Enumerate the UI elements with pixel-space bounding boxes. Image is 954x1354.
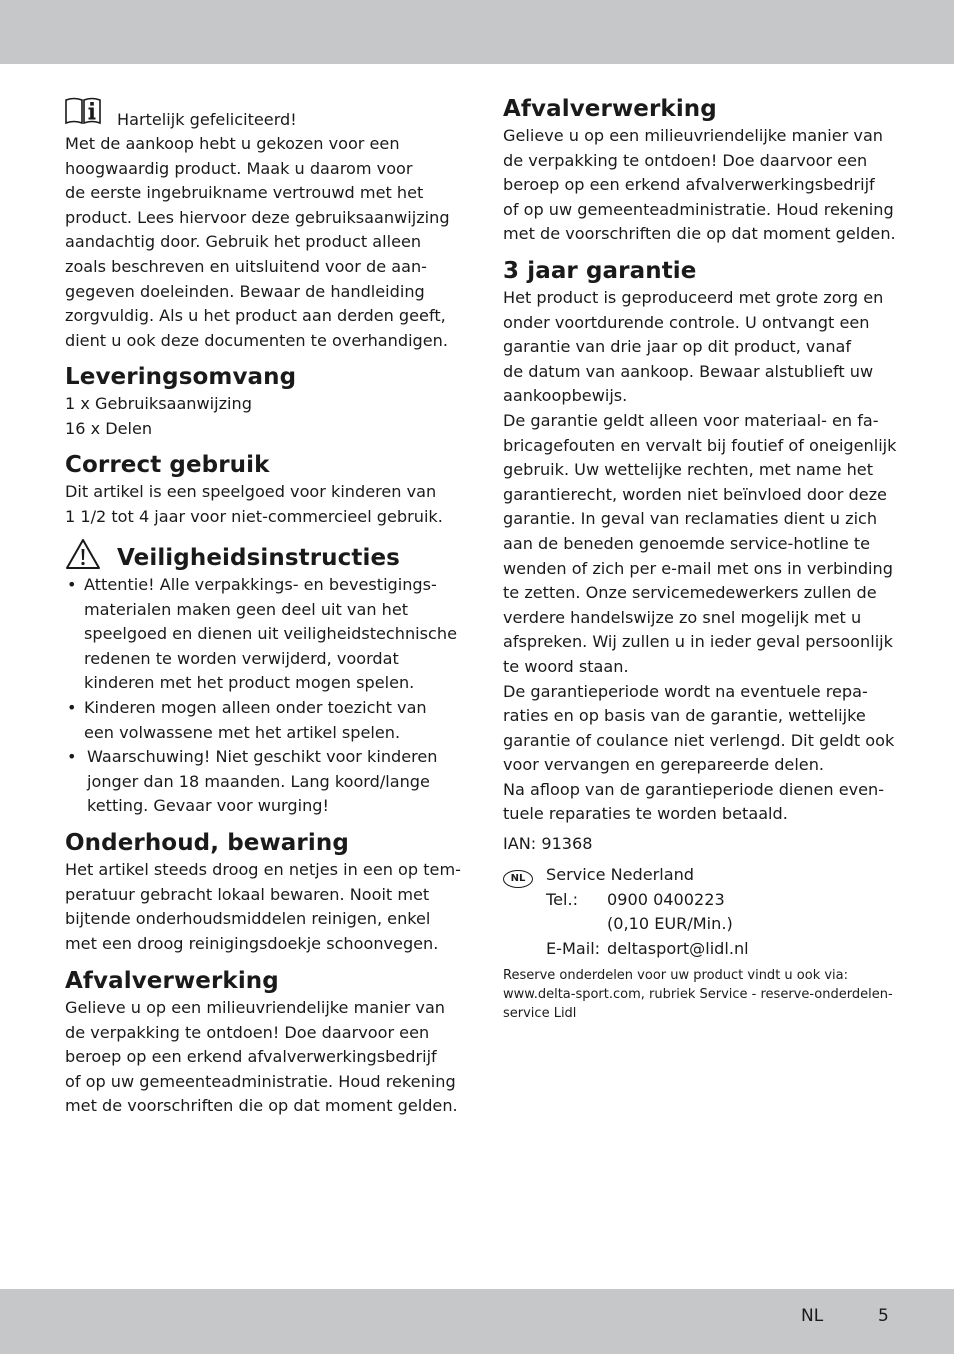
bullet-line: ketting. Gevaar voor wurging! xyxy=(87,796,329,816)
garantie-line: de datum van aankoop. Bewaar alstublieft uw xyxy=(503,361,874,381)
garantie-line: Na afloop van de garantieperiode dienen even- xyxy=(503,779,885,799)
ian-number: IAN: 91368 xyxy=(503,834,593,853)
intro-paragraph xyxy=(65,132,450,353)
intro-line: Met de aankoop hebt u gekozen voor een xyxy=(65,134,400,153)
garantie-line: gebruik. Uw wettelijke rechten, met name het xyxy=(503,460,874,480)
bullet-icon: • xyxy=(67,697,77,717)
manual-info-icon xyxy=(65,97,101,125)
intro-line: de eerste ingebruikname vertrouwd met het xyxy=(65,183,424,203)
bullet-line: materialen maken geen deel uit van het xyxy=(84,599,409,619)
afval-left-paragraph xyxy=(65,996,458,1119)
garantie-line: aan de beneden genoemde service-hotline te xyxy=(503,533,871,553)
bullet-line: jonger dan 18 maanden. Lang koord/lange xyxy=(87,771,430,791)
onderhoud-line: met een droog reinigingsdoekje schoonvegen. xyxy=(65,933,439,953)
reserve-line: www.delta-sport.com, rubriek Service - reserve-onderdelen- xyxy=(503,987,893,1002)
garantie-line: bricagefouten en vervalt bij foutief of oneigenlijk xyxy=(503,435,897,455)
afval-left-heading: Afvalverwerking xyxy=(65,968,279,994)
afval-right-line: de verpakking te ontdoen! Doe daarvoor een xyxy=(503,150,868,170)
afval-right-paragraph xyxy=(503,124,896,247)
bullet-line: kinderen met het product mogen spelen. xyxy=(84,673,415,693)
email-label: E-Mail: xyxy=(546,939,601,958)
bullet-item xyxy=(65,573,457,696)
tel-number: 0900 0400223 xyxy=(607,890,725,909)
afval-left-line: of op uw gemeenteadministratie. Houd rekening xyxy=(65,1071,456,1091)
intro-greeting: Hartelijk gefeliciteerd! xyxy=(117,110,297,129)
reserve-line: service Lidl xyxy=(503,1006,577,1021)
levering-heading: Leveringsomvang xyxy=(65,364,297,390)
bullet-icon: • xyxy=(67,747,77,767)
bullet-line: redenen te worden verwijderd, voordat xyxy=(84,648,399,668)
intro-line: zoals beschreven en uitsluitend voor de aan- xyxy=(65,256,427,276)
onderhoud-line: Het artikel steeds droog en netjes in een op tem- xyxy=(65,860,461,879)
tel-note: (0,10 EUR/Min.) xyxy=(607,914,733,933)
afval-right-heading: Afvalverwerking xyxy=(503,96,717,122)
garantie-line: aankoopbewijs. xyxy=(503,386,628,406)
garantie-line: garantierecht, worden niet beïnvloed door deze xyxy=(503,484,887,504)
garantie-line: garantie. In geval van reclamaties dient u zich xyxy=(503,509,878,529)
gebruik-line: 1 1/2 tot 4 jaar voor niet-commercieel gebruik. xyxy=(65,506,443,526)
header-band xyxy=(0,0,954,64)
afval-left-line: met de voorschriften die op dat moment gelden. xyxy=(65,1096,458,1116)
onderhoud-line: peratuur gebracht lokaal bewaren. Nooit met xyxy=(65,884,430,904)
levering-list xyxy=(65,392,252,441)
garantie-line: te zetten. Onze servicemedewerkers zullen de xyxy=(503,583,877,603)
garantie-line: Het product is geproduceerd met grote zorg en xyxy=(503,288,884,307)
bullet-line: Kinderen mogen alleen onder toezicht van xyxy=(84,697,427,717)
tel-label: Tel.: xyxy=(546,890,579,909)
garantie-line: voor vervangen en gerepareerde delen. xyxy=(503,755,825,775)
levering-line: 1 x Gebruiksaanwijzing xyxy=(65,394,252,413)
nl-badge-label: NL xyxy=(503,870,533,888)
garantie-paragraph xyxy=(503,286,896,827)
onderhoud-heading: Onderhoud, bewaring xyxy=(65,830,349,856)
garantie-line: wenden of zich per e-mail met ons in verbinding xyxy=(503,558,893,578)
gebruik-heading: Correct gebruik xyxy=(65,452,270,478)
intro-line: aandachtig door. Gebruik het product alleen xyxy=(65,232,422,252)
onderhoud-line: bijtende onderhoudsmiddelen reinigen, enkel xyxy=(65,909,431,929)
garantie-line: garantie of coulance niet verlengd. Dit geldt ook xyxy=(503,730,895,750)
afval-left-line: beroep op een erkend afvalverwerkingsbedrijf xyxy=(65,1047,437,1067)
reserve-note xyxy=(503,966,893,1023)
footer-language: NL xyxy=(801,1306,824,1326)
intro-line: gegeven doeleinden. Bewaar de handleiding xyxy=(65,281,425,301)
bullet-icon: • xyxy=(67,575,77,594)
intro-line: hoogwaardig product. Maak u daarom voor xyxy=(65,158,413,178)
service-name: Service Nederland xyxy=(546,865,695,884)
levering-line: 16 x Delen xyxy=(65,418,153,438)
garantie-line: afspreken. Wij zullen u in ieder geval persoonlijk xyxy=(503,632,893,652)
garantie-line: te woord staan. xyxy=(503,656,629,676)
afval-right-line: of op uw gemeenteadministratie. Houd rekening xyxy=(503,199,894,219)
intro-line: zorgvuldig. Als u het product aan derden geeft, xyxy=(65,306,446,326)
email-link[interactable]: deltasport@lidl.nl xyxy=(607,939,749,958)
afval-left-line: Gelieve u op een milieuvriendelijke manier van xyxy=(65,998,446,1017)
afval-left-line: de verpakking te ontdoen! Doe daarvoor een xyxy=(65,1022,430,1042)
garantie-line: raties en op basis van de garantie, wettelijke xyxy=(503,706,866,726)
garantie-line: verdere handelswijze zo snel mogelijk met u xyxy=(503,607,862,627)
veiligheid-heading: Veiligheidsinstructies xyxy=(117,545,400,571)
onderhoud-paragraph xyxy=(65,858,461,956)
garantie-heading: 3 jaar garantie xyxy=(503,258,697,284)
page-number: 5 xyxy=(878,1306,889,1326)
gebruik-line: Dit artikel is een speelgoed voor kinderen van xyxy=(65,482,437,501)
warning-triangle-icon xyxy=(65,538,101,570)
veiligheid-list xyxy=(65,573,457,819)
garantie-line: onder voortdurende controle. U ontvangt een xyxy=(503,312,870,332)
bullet-item xyxy=(65,696,457,745)
reserve-line: Reserve onderdelen voor uw product vindt u ook via: xyxy=(503,968,849,983)
intro-line: product. Lees hiervoor deze gebruiksaanwijzing xyxy=(65,207,450,227)
garantie-line: De garantie geldt alleen voor materiaal- en fa- xyxy=(503,410,879,430)
afval-right-line: met de voorschriften die op dat moment gelden. xyxy=(503,224,896,244)
bullet-line: Attentie! Alle verpakkings- en bevestigings- xyxy=(84,575,437,594)
garantie-line: De garantieperiode wordt na eventuele repa- xyxy=(503,681,868,701)
afval-right-line: Gelieve u op een milieuvriendelijke manier van xyxy=(503,126,884,145)
garantie-line: garantie van drie jaar op dit product, vanaf xyxy=(503,337,852,357)
bullet-item xyxy=(65,745,457,819)
garantie-line: tuele reparaties te worden betaald. xyxy=(503,804,788,824)
bullet-line: Waarschuwing! Niet geschikt voor kinderen xyxy=(87,747,438,767)
bullet-line: speelgoed en dienen uit veiligheidstechnische xyxy=(84,624,457,644)
intro-line: dient u ook deze documenten te overhandigen. xyxy=(65,330,448,350)
afval-right-line: beroep op een erkend afvalverwerkingsbedrijf xyxy=(503,175,875,195)
bullet-line: een volwassene met het artikel spelen. xyxy=(84,722,401,742)
gebruik-paragraph xyxy=(65,480,443,529)
nl-badge-icon xyxy=(503,866,533,888)
